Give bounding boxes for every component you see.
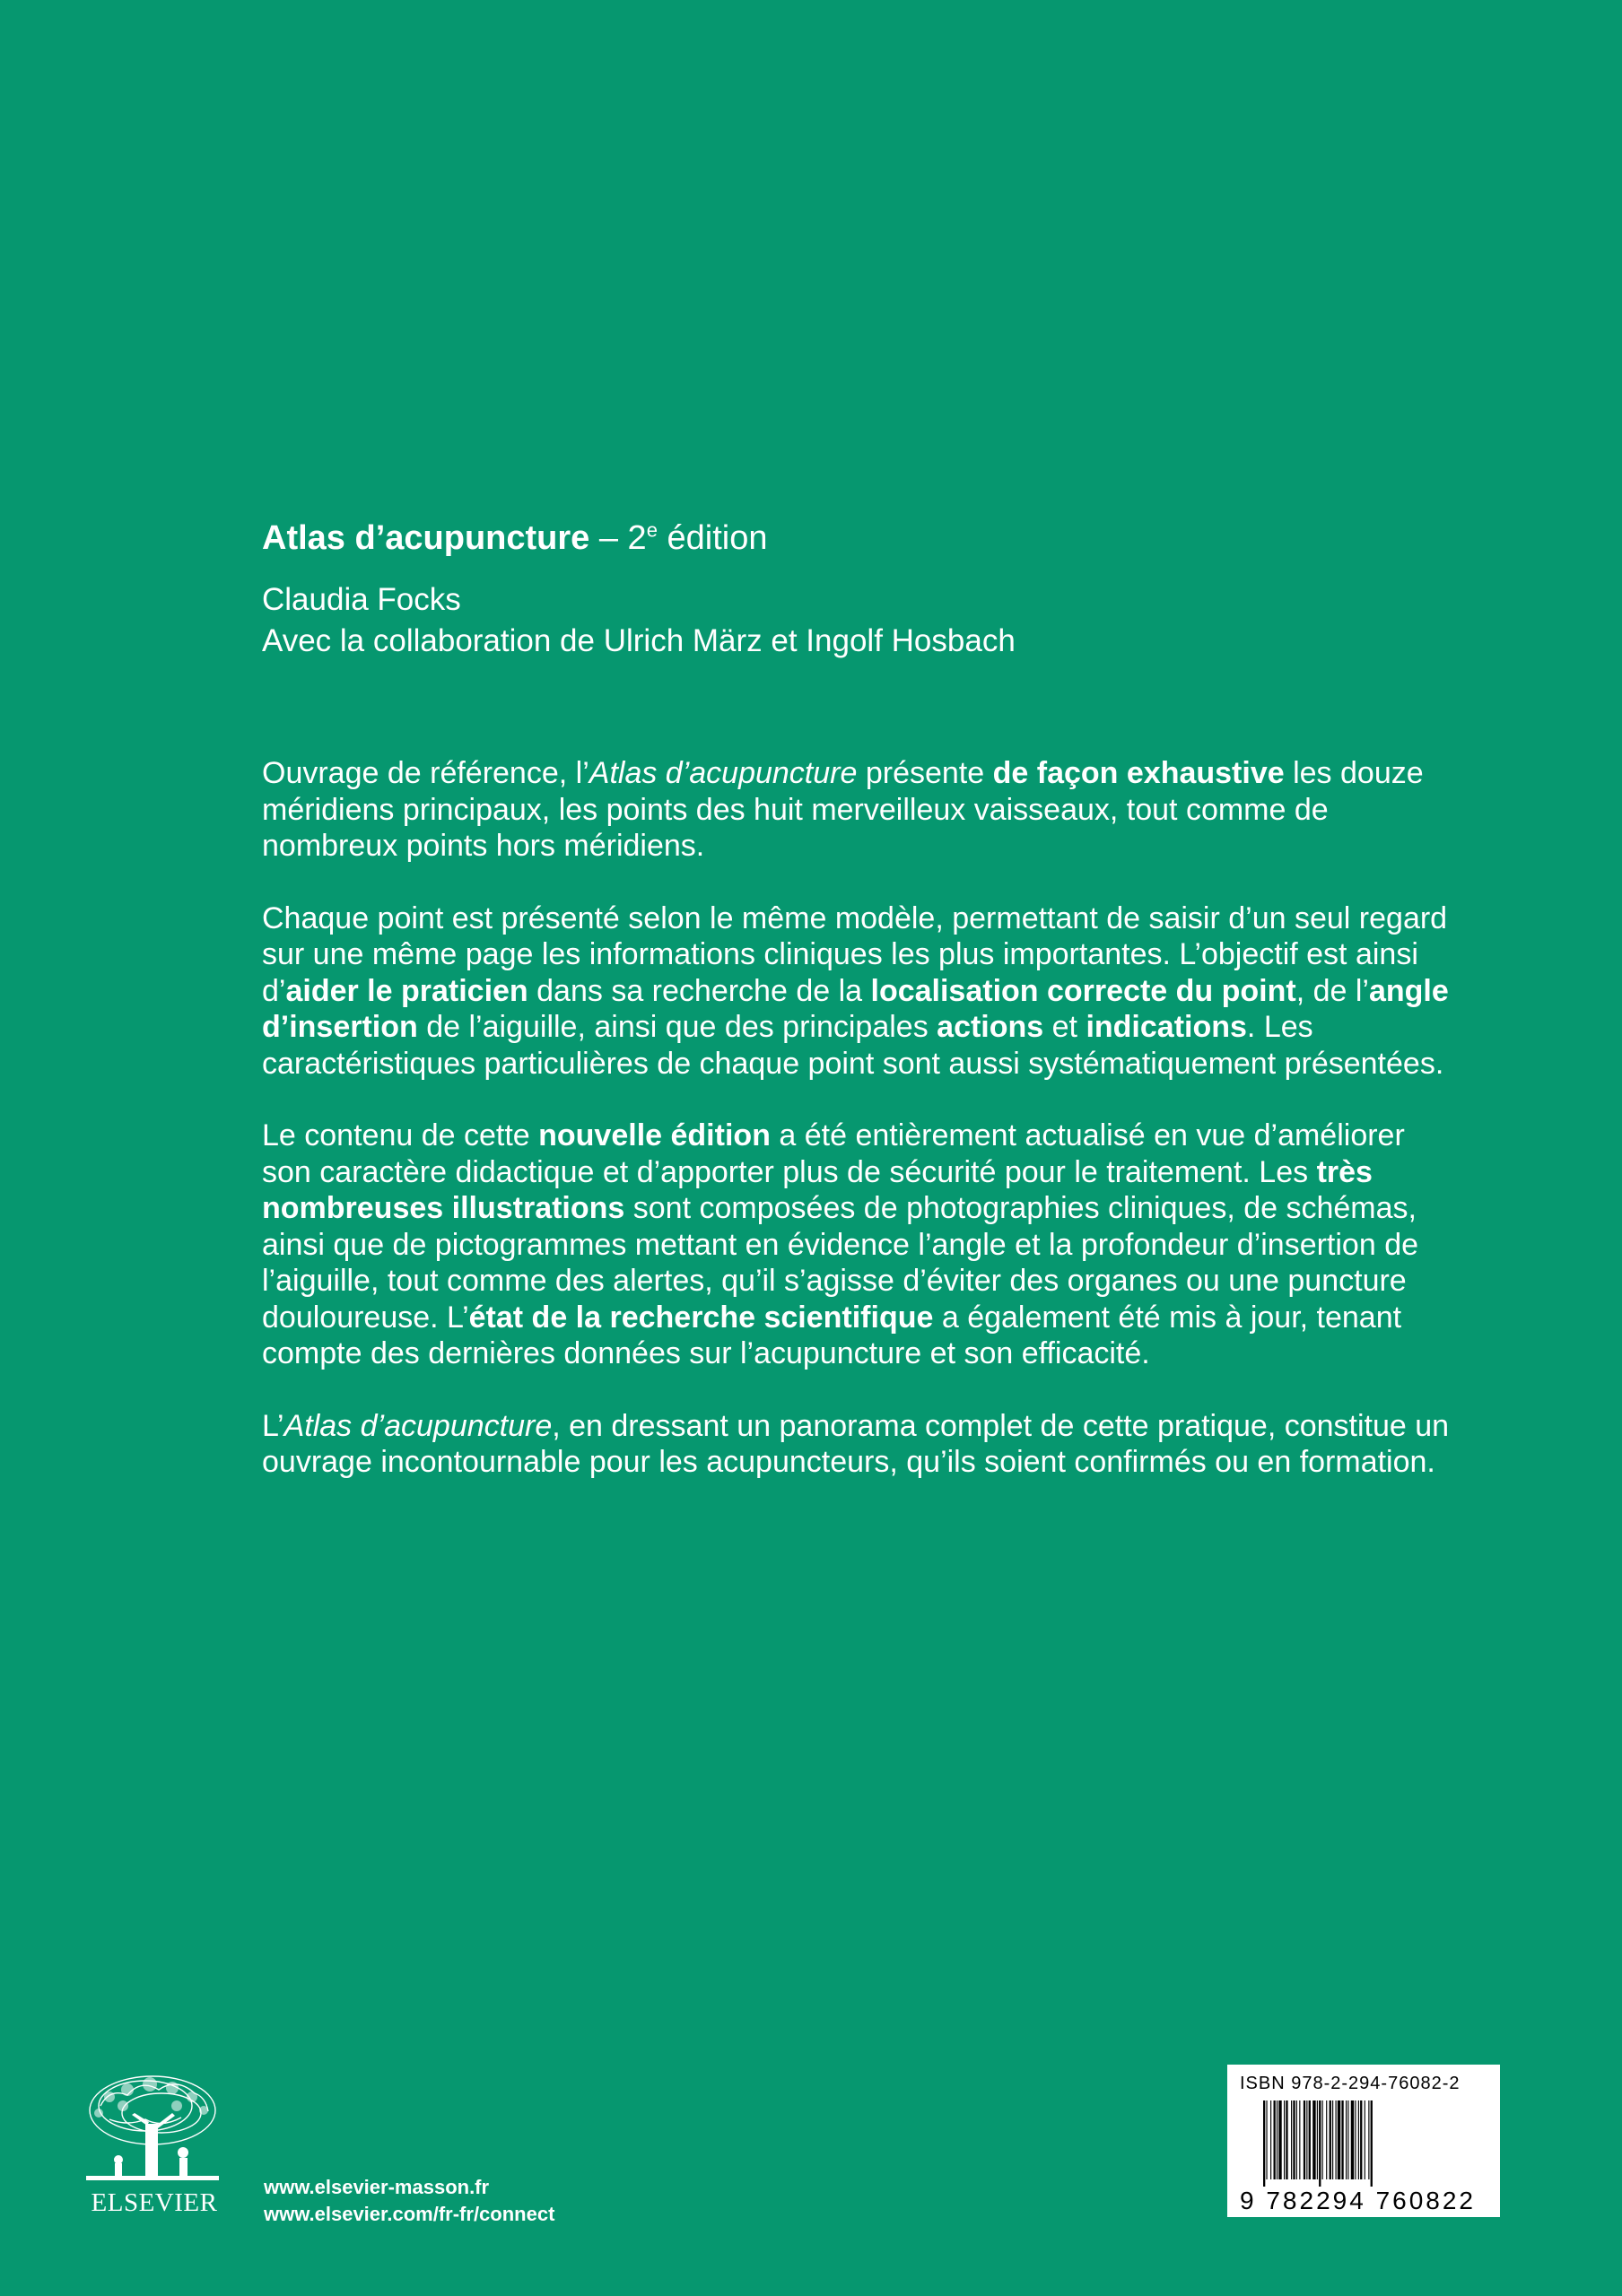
title-block xyxy=(262,513,1428,662)
barcode-bar xyxy=(1277,2100,1278,2179)
barcode-bar xyxy=(1351,2100,1354,2179)
paragraph-segment: angle d’insertion xyxy=(262,973,1449,1044)
barcode-bar xyxy=(1332,2100,1333,2179)
barcode-bar xyxy=(1263,2100,1265,2187)
barcode-bar xyxy=(1346,2100,1347,2179)
barcode-bar xyxy=(1368,2100,1369,2179)
paragraph-segment: indications xyxy=(1086,1010,1247,1044)
paragraph-segment: , en dressant un panorama complet de cette pratique, constitue un ouvrage incontournable pour les acupuncteurs, qu’ils soient confirmés ou en formation. xyxy=(262,1408,1450,1479)
barcode-bar xyxy=(1347,2100,1348,2179)
paragraph-segment: de façon exhaustive xyxy=(992,756,1285,790)
barcode-bar xyxy=(1299,2100,1300,2179)
book-title xyxy=(262,513,1428,563)
paragraph-2 xyxy=(262,900,1455,1083)
paragraph-segment: et xyxy=(1043,1010,1086,1044)
elsevier-tree-logo xyxy=(83,2070,222,2187)
paragraph-segment: a été entièrement actualisé en vue d’améliorer son caractère didactique et d’apporter plus de sécurité pour le traitement. Les xyxy=(262,1118,1405,1189)
barcode-bar xyxy=(1319,2100,1321,2187)
barcode-bar xyxy=(1312,2100,1315,2179)
barcode-bar xyxy=(1278,2100,1281,2179)
paragraph-4 xyxy=(262,1408,1455,1481)
barcode-bar xyxy=(1317,2100,1318,2179)
paragraph-segment: les douze méridiens principaux, les points des huit merveilleux vaisseaux, tout comme de nombreux points hors méridiens. xyxy=(262,756,1424,863)
paragraph-segment: état de la recherche scientifique xyxy=(468,1300,934,1335)
paragraph-segment: Chaque point est présenté selon le même modèle, permettant de saisir d’un seul regard sur une même page les informations cliniques les plus importantes. L’objectif est ainsi d’ xyxy=(262,900,1448,1008)
barcode-bar xyxy=(1355,2100,1356,2179)
publisher-logo-word: ELSEVIER xyxy=(91,2188,218,2217)
paragraph-1 xyxy=(262,755,1455,865)
paragraph-segment: a également été mis à jour, tenant compte des dernières données sur l’acupuncture et son efficacité. xyxy=(262,1300,1402,1370)
paragraph-segment: nouvelle édition xyxy=(538,1118,771,1152)
barcode-icon xyxy=(1263,2100,1478,2187)
paragraph-segment: dans sa recherche de la xyxy=(528,973,871,1008)
barcode-panel xyxy=(1227,2065,1500,2217)
title-edition: édition xyxy=(657,519,768,557)
paragraph-segment: L’ xyxy=(262,1408,284,1443)
barcode-bar xyxy=(1284,2100,1285,2179)
authors xyxy=(262,579,1428,662)
barcode-bar xyxy=(1291,2100,1292,2179)
paragraph-segment: Atlas d’acupuncture xyxy=(283,1408,553,1443)
title-main: Atlas d’acupuncture xyxy=(262,519,590,557)
paragraph-segment: Atlas d’acupuncture xyxy=(589,756,858,790)
barcode-bar xyxy=(1293,2100,1295,2179)
barcode-bar xyxy=(1274,2100,1276,2179)
paragraph-segment: présente xyxy=(857,756,993,790)
barcode-bar xyxy=(1286,2100,1287,2179)
barcode-bar xyxy=(1358,2100,1359,2179)
paragraph-segment: très nombreuses illustrations xyxy=(262,1154,1373,1225)
barcode-bar xyxy=(1306,2100,1307,2179)
barcode-bar xyxy=(1304,2100,1305,2179)
ean-digits: 9 782294 760822 xyxy=(1240,2187,1476,2214)
url-link-2[interactable]: www.elsevier.com/fr-fr/connect xyxy=(264,2203,555,2225)
paragraph-segment: sont composées de photographies cliniques, de schémas, ainsi que de pictogrammes mettant en évidence l’angle et la profondeur d’insertion de l’aiguille, tout comme des alertes, qu’il s’agisse d’éviter des organes ou une puncture douloureuse. L’ xyxy=(262,1191,1419,1335)
barcode-bar xyxy=(1270,2100,1271,2179)
paragraph-segment: aider le praticien xyxy=(285,973,528,1008)
paragraph-3 xyxy=(262,1118,1455,1372)
collaborators: Avec la collaboration de Ulrich März et Ingolf Hosbach xyxy=(262,623,1016,658)
title-dash: – 2 xyxy=(589,519,647,557)
barcode-bar xyxy=(1336,2100,1337,2179)
paragraph-segment: actions xyxy=(937,1010,1044,1044)
paragraph-segment: Le contenu de cette xyxy=(262,1118,539,1152)
barcode-bar xyxy=(1360,2100,1362,2179)
isbn-label: ISBN 978-2-294-76082-2 xyxy=(1240,2074,1461,2093)
url-link-1[interactable]: www.elsevier-masson.fr xyxy=(264,2176,490,2198)
paragraph-segment: . Les caractéristiques particulières de chaque point sont aussi systématiquement présentées. xyxy=(262,1010,1444,1081)
barcode-bar xyxy=(1322,2100,1323,2179)
barcode-bar xyxy=(1371,2100,1373,2187)
paragraph-segment: Ouvrage de référence, l’ xyxy=(262,756,589,790)
barcode-bar xyxy=(1341,2100,1343,2179)
barcode-bar xyxy=(1309,2100,1311,2179)
description xyxy=(262,755,1455,1517)
tree-logo-icon xyxy=(83,2070,222,2187)
barcode-bar xyxy=(1338,2100,1340,2179)
barcode-bar xyxy=(1326,2100,1327,2179)
barcode-bar xyxy=(1296,2100,1297,2179)
edition-superscript: e xyxy=(646,518,658,542)
barcode-bar xyxy=(1330,2100,1331,2179)
paragraph-segment: , de l’ xyxy=(1295,973,1369,1008)
barcode-bar xyxy=(1266,2100,1267,2179)
paragraph-segment: de l’aiguille, ainsi que des principales xyxy=(417,1010,937,1044)
publisher-urls xyxy=(264,2174,554,2228)
author-name: Claudia Focks xyxy=(262,582,461,617)
paragraph-segment: localisation correcte du point xyxy=(870,973,1296,1008)
